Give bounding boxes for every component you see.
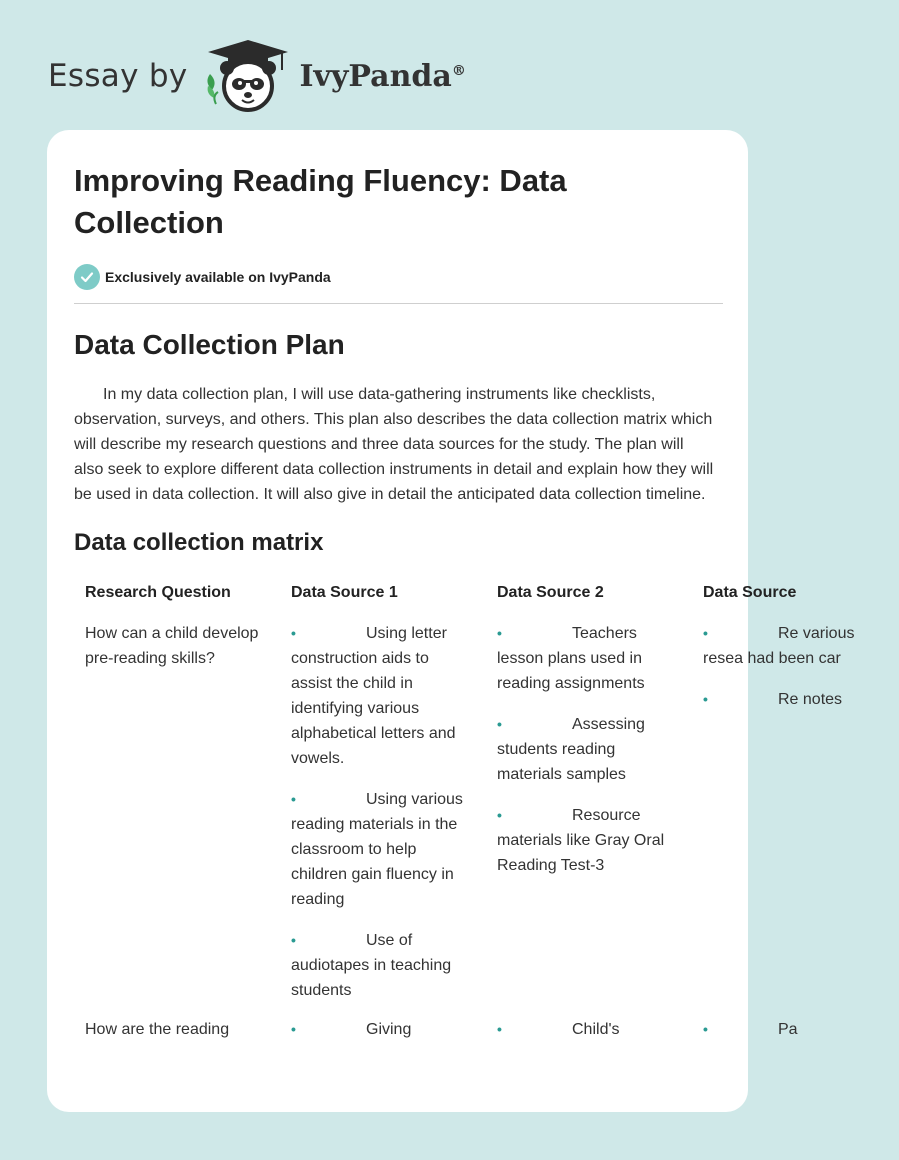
data-source-1-cell [279,1017,485,1056]
brand-name[interactable]: IvyPanda® [299,58,466,94]
exclusive-label: Exclusively available on IvyPanda [105,269,331,285]
registered-mark: ® [451,62,466,79]
header-data-source-3: Data Source [703,584,797,601]
panda-graduate-logo-icon[interactable] [202,38,294,114]
header-data-source-1: Data Source 1 [291,584,398,601]
data-source-1-cell [279,621,485,1017]
list-item: • Re notes [703,687,887,712]
header-research-question: Research Question [85,584,231,601]
leaf-icon [207,74,218,104]
table-header-row [73,574,899,621]
data-source-3-cell [691,1017,899,1056]
bullet-icon: • [497,807,502,823]
list-item: • Using various reading materials in the classroom to help children gain fluency in reading [291,787,473,912]
bullet-icon: • [703,1021,708,1037]
research-question-cell: How can a child develop pre-reading skills? [85,625,259,667]
bullet-icon: • [497,1021,502,1037]
check-circle-icon [74,264,100,290]
list-item: • Child's [497,1017,679,1042]
bullet-icon: • [703,691,708,707]
section-heading: Data Collection Plan [74,329,345,360]
bullet-icon: • [497,625,502,641]
bullet-icon: • [291,932,296,948]
bullet-icon: • [703,625,708,641]
table-row [73,1017,899,1056]
exclusive-badge [74,264,724,290]
list-item: • Resource materials like Gray Oral Reading Test-3 [497,803,679,878]
list-item: • Teachers lesson plans used in reading assignments [497,621,679,696]
bullet-icon: • [291,1021,296,1037]
essay-by-label: Essay by [48,58,188,94]
data-collection-table [73,574,899,1056]
list-item: • Using letter construction aids to assist the child in identifying various alphabetical letters and vowels. [291,621,473,771]
bullet-icon: • [291,791,296,807]
table-row [73,621,899,1017]
essay-card [47,130,855,1112]
research-question-cell: How are the reading [85,1021,230,1038]
intro-paragraph: In my data collection plan, I will use data-gathering instruments like checklists, observation, surveys, and others. This plan also describes the data collection matrix which will describe my research questions and three data sources for the study. The plan will also seek to explore different data collection instruments in detail and explain how they will be used in data collection. It will also give in detail the anticipated data collection timeline. [74,386,714,503]
data-source-2-cell [485,1017,691,1056]
header-data-source-2: Data Source 2 [497,584,604,601]
list-item: • Re various resea had been car [703,621,887,671]
essay-title: Improving Reading Fluency: Data Collection [74,163,567,240]
matrix-heading: Data collection matrix [74,529,324,556]
list-item: • Assessing students reading materials samples [497,712,679,787]
bullet-icon: • [497,716,502,732]
essay-content [74,160,855,1056]
divider [74,303,723,304]
bullet-icon: • [291,625,296,641]
data-source-3-cell [691,621,899,1017]
list-item: • Giving [291,1017,473,1042]
list-item: • Use of audiotapes in teaching students [291,928,473,1003]
data-source-2-cell [485,621,691,1017]
list-item: • Pa [703,1017,887,1042]
site-header [48,36,466,116]
